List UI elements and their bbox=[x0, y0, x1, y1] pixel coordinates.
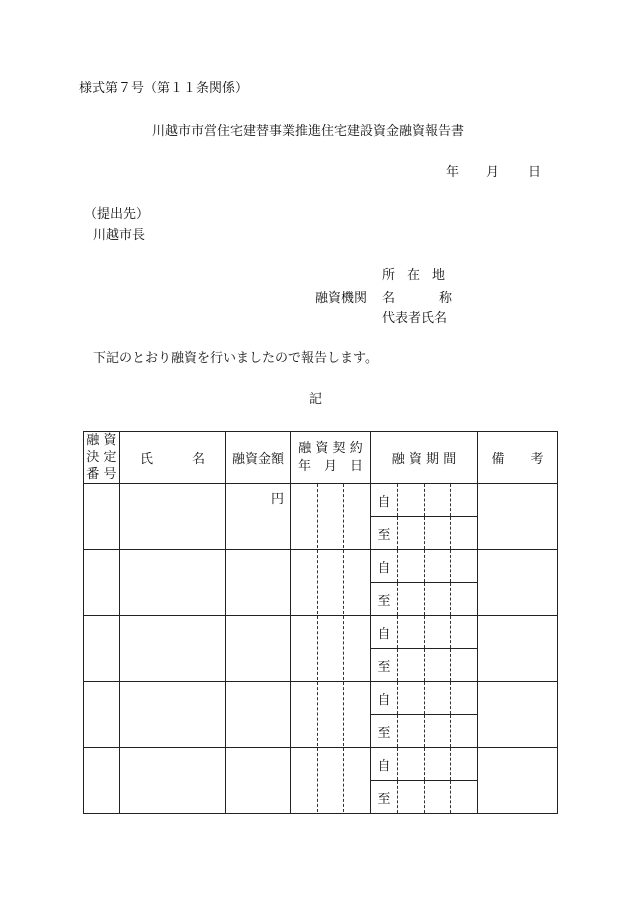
period-date-slot bbox=[397, 649, 424, 681]
contract-day-slot bbox=[343, 616, 370, 680]
period-date-slot bbox=[424, 649, 451, 681]
amount-cell[interactable] bbox=[226, 748, 291, 814]
period-date-slot bbox=[450, 484, 477, 516]
remarks-cell[interactable] bbox=[478, 616, 558, 682]
date-month-label: 月 bbox=[486, 165, 500, 180]
period-from-cell[interactable] bbox=[371, 682, 478, 715]
form-number: 様式第７号（第１１条関係） bbox=[79, 81, 249, 96]
period-date-slot bbox=[450, 649, 477, 681]
contract-year-slot bbox=[291, 484, 317, 548]
period-from-cell[interactable] bbox=[371, 616, 478, 649]
contract-year-slot bbox=[291, 616, 317, 680]
contract-month-slot bbox=[317, 484, 344, 548]
contract-date-cell[interactable] bbox=[291, 748, 371, 814]
yen-unit: 円 bbox=[270, 492, 284, 507]
submit-to-label: （提出先） bbox=[84, 207, 150, 222]
period-date-slot bbox=[397, 748, 424, 780]
period-date-slot bbox=[424, 616, 451, 648]
contract-day-slot bbox=[343, 484, 370, 548]
date-day-label: 日 bbox=[528, 165, 542, 180]
table-row bbox=[84, 484, 558, 517]
date-year-label: 年 bbox=[446, 165, 460, 180]
header-decision-no: 融 資 決 定 番 号 bbox=[84, 432, 120, 484]
decision-no-cell[interactable] bbox=[84, 484, 120, 550]
period-date-slot bbox=[397, 484, 424, 516]
period-date-slot bbox=[450, 616, 477, 648]
period-to-cell[interactable] bbox=[371, 649, 478, 682]
period-date-slot bbox=[450, 715, 477, 747]
remarks-cell[interactable] bbox=[478, 550, 558, 616]
period-from-cell-label: 自 bbox=[377, 758, 391, 774]
period-from-cell[interactable] bbox=[371, 748, 478, 781]
header-contract-date: 融 資 契 約 年 月 日 bbox=[291, 432, 371, 484]
period-date-slot bbox=[397, 550, 424, 582]
period-from-cell-label: 自 bbox=[377, 692, 391, 708]
institution-label: 融資機関 bbox=[315, 291, 368, 306]
report-table bbox=[83, 431, 558, 814]
contract-month-slot bbox=[317, 748, 344, 812]
name-label-second: 称 bbox=[439, 291, 453, 306]
amount-cell[interactable] bbox=[226, 616, 291, 682]
header-name: 氏 名 bbox=[120, 432, 226, 484]
table-header-row bbox=[84, 432, 558, 484]
period-date-slot bbox=[450, 517, 477, 549]
name-cell[interactable] bbox=[120, 682, 226, 748]
period-date-slot bbox=[424, 550, 451, 582]
contract-date-cell[interactable] bbox=[291, 616, 371, 682]
contract-day-slot bbox=[343, 550, 370, 614]
table-row bbox=[84, 748, 558, 781]
representative-label: 代表者氏名 bbox=[382, 311, 448, 326]
period-from-cell-label: 自 bbox=[377, 626, 391, 642]
period-date-slot bbox=[424, 484, 451, 516]
period-date-slot bbox=[424, 682, 451, 714]
table-row bbox=[84, 682, 558, 715]
table-row bbox=[84, 616, 558, 649]
period-date-slot bbox=[450, 583, 477, 615]
period-date-slot bbox=[450, 781, 477, 813]
period-date-slot bbox=[397, 616, 424, 648]
decision-no-cell[interactable] bbox=[84, 748, 120, 814]
contract-year-slot bbox=[291, 748, 317, 812]
contract-date-cell[interactable] bbox=[291, 484, 371, 550]
decision-no-cell[interactable] bbox=[84, 682, 120, 748]
contract-year-slot bbox=[291, 550, 317, 614]
period-date-slot bbox=[424, 517, 451, 549]
decision-no-cell[interactable] bbox=[84, 550, 120, 616]
contract-date-cell[interactable] bbox=[291, 682, 371, 748]
amount-cell[interactable] bbox=[226, 682, 291, 748]
body-text: 下記のとおり融資を行いましたので報告します。 bbox=[93, 351, 378, 366]
period-date-slot bbox=[450, 550, 477, 582]
document-title: 川越市市営住宅建替事業推進住宅建設資金融資報告書 bbox=[152, 124, 465, 139]
period-from-cell-label: 自 bbox=[377, 494, 391, 510]
contract-year-slot bbox=[291, 682, 317, 746]
table-row bbox=[84, 550, 558, 583]
name-cell[interactable] bbox=[120, 748, 226, 814]
period-date-slot bbox=[424, 748, 451, 780]
period-date-slot bbox=[424, 715, 451, 747]
period-date-slot bbox=[397, 517, 424, 549]
period-date-slot bbox=[397, 583, 424, 615]
remarks-cell[interactable] bbox=[478, 484, 558, 550]
amount-cell[interactable] bbox=[226, 484, 291, 550]
period-date-slot bbox=[424, 583, 451, 615]
addressee: 川越市長 bbox=[93, 228, 146, 243]
period-to-cell[interactable] bbox=[371, 781, 478, 814]
name-label-first: 名 bbox=[382, 291, 396, 306]
ki-heading: 記 bbox=[309, 392, 323, 407]
header-period: 融 資 期 間 bbox=[371, 432, 478, 484]
contract-day-slot bbox=[343, 682, 370, 746]
period-date-slot bbox=[450, 748, 477, 780]
period-from-cell-label: 自 bbox=[377, 560, 391, 576]
period-to-cell[interactable] bbox=[371, 583, 478, 616]
period-to-cell[interactable] bbox=[371, 517, 478, 550]
name-cell[interactable] bbox=[120, 550, 226, 616]
remarks-cell[interactable] bbox=[478, 682, 558, 748]
contract-month-slot bbox=[317, 682, 344, 746]
name-cell[interactable] bbox=[120, 616, 226, 682]
contract-date-cell[interactable] bbox=[291, 550, 371, 616]
period-date-slot bbox=[397, 715, 424, 747]
contract-month-slot bbox=[317, 616, 344, 680]
period-from-cell[interactable] bbox=[371, 550, 478, 583]
period-to-cell-label: 至 bbox=[377, 659, 391, 675]
header-remarks: 備 考 bbox=[478, 432, 558, 484]
remarks-cell[interactable] bbox=[478, 748, 558, 814]
period-from-cell[interactable] bbox=[371, 484, 478, 517]
period-date-slot bbox=[450, 682, 477, 714]
amount-cell[interactable] bbox=[226, 550, 291, 616]
period-to-cell-label: 至 bbox=[377, 527, 391, 543]
contract-month-slot bbox=[317, 550, 344, 614]
period-date-slot bbox=[424, 781, 451, 813]
decision-no-cell[interactable] bbox=[84, 616, 120, 682]
period-to-cell-label: 至 bbox=[377, 725, 391, 741]
period-to-cell[interactable] bbox=[371, 715, 478, 748]
header-amount: 融資金額 bbox=[226, 432, 291, 484]
period-date-slot bbox=[397, 682, 424, 714]
address-label: 所在地 bbox=[382, 268, 458, 283]
period-date-slot bbox=[397, 781, 424, 813]
name-cell[interactable] bbox=[120, 484, 226, 550]
contract-day-slot bbox=[343, 748, 370, 812]
period-to-cell-label: 至 bbox=[377, 593, 391, 609]
period-to-cell-label: 至 bbox=[377, 791, 391, 807]
